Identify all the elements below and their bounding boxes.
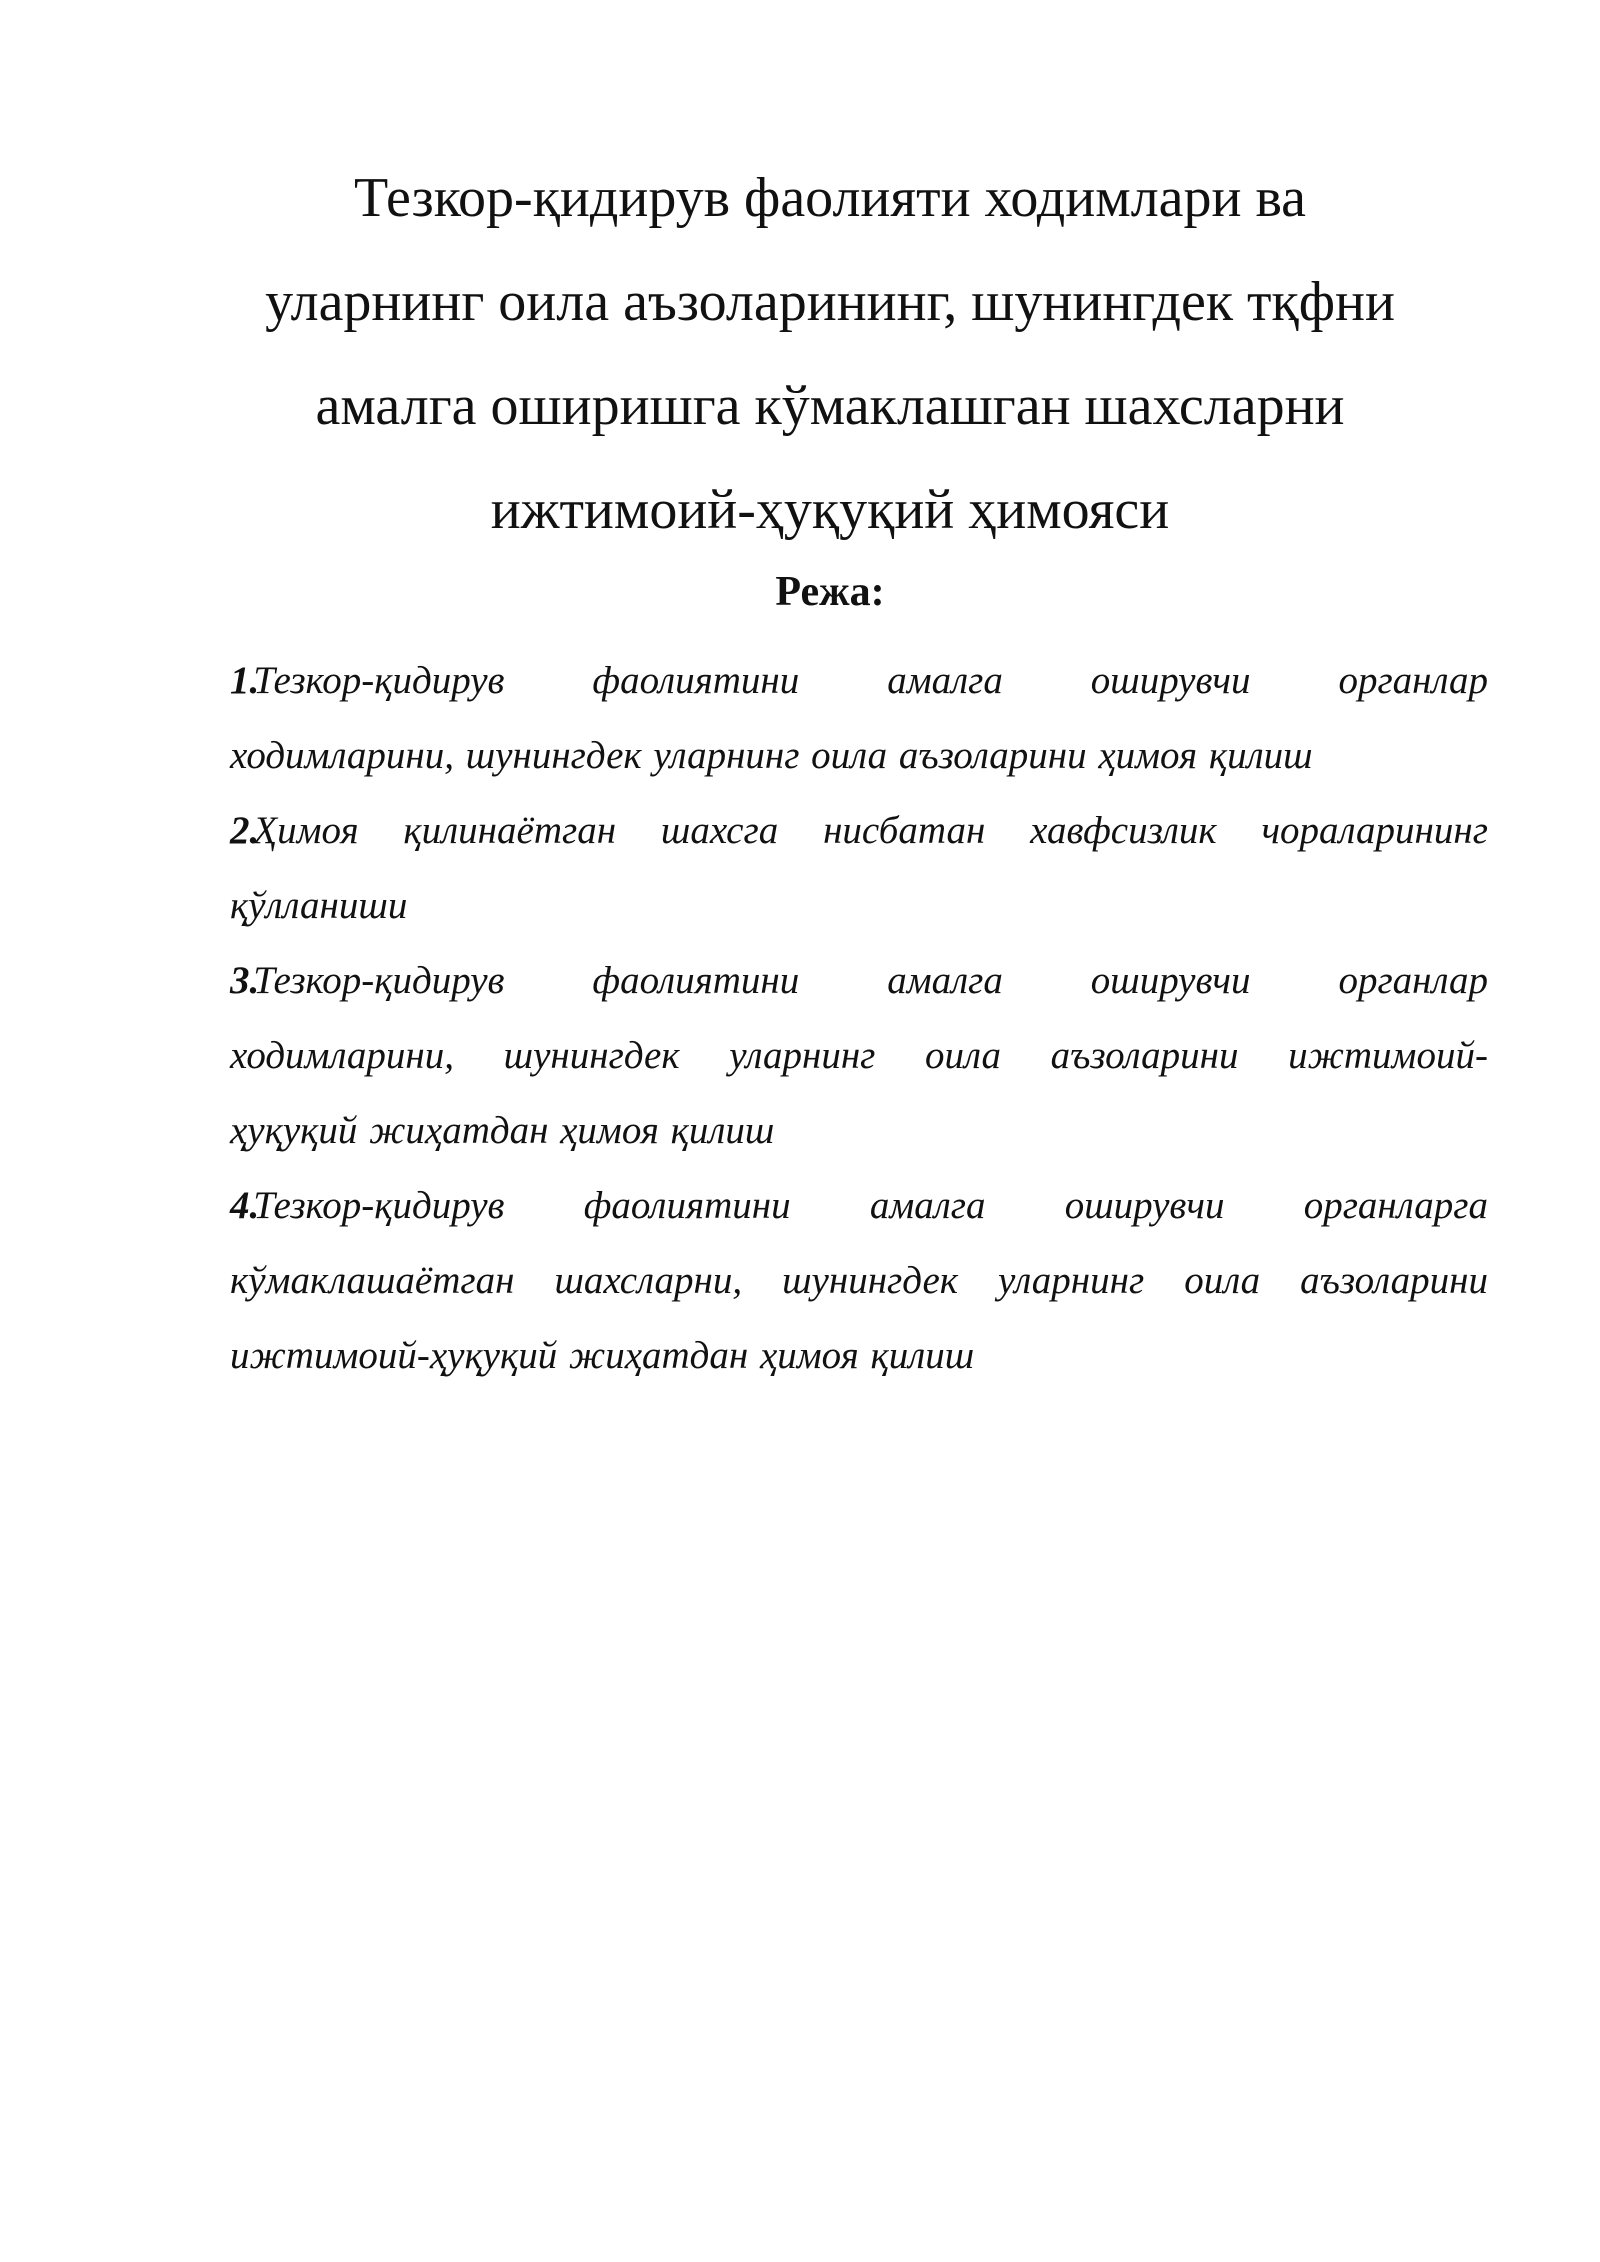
plan-item-word: кўмаклашаётган: [230, 1259, 515, 1302]
plan-item-word: қилиш: [670, 1109, 775, 1152]
plan-item-line: [230, 793, 1488, 868]
plan-item-line: [230, 1018, 1488, 1093]
plan-item-word: 2.Ҳимоя: [230, 809, 359, 852]
plan-item-word: уларнинг: [653, 734, 800, 777]
plan-item-word: қилиш: [870, 1334, 975, 1377]
plan-item: [230, 943, 1488, 1168]
plan-item-word: жиҳатдан: [369, 1109, 549, 1152]
plan-item-line: [230, 643, 1488, 718]
plan-item-word: органлар: [1338, 959, 1488, 1002]
plan-item-word: оширувчи: [1064, 1184, 1225, 1227]
plan-item-number: 4.: [230, 1184, 260, 1227]
plan-item-word: оила: [1184, 1259, 1261, 1302]
plan-item-word: ходимларини,: [230, 734, 455, 777]
plan-item-word: шунингдек: [465, 734, 642, 777]
plan-item-number: 2.: [230, 809, 260, 852]
plan-item-word: аъзоларини: [1050, 1034, 1239, 1077]
plan-item-line: [230, 868, 1488, 943]
plan-item-word: фаолиятини: [592, 659, 800, 702]
document-title: [200, 146, 1460, 562]
plan-item-word: ҳимоя: [1098, 734, 1198, 777]
plan-item-word: ижтимоий-ҳуқуқий: [230, 1334, 558, 1377]
title-line: ижтимоий-ҳуқуқий ҳимояси: [490, 479, 1170, 541]
plan-item-word: қилиш: [1208, 734, 1313, 777]
plan-item-word: уларнинг: [729, 1034, 876, 1077]
plan-item-word: органлар: [1338, 659, 1488, 702]
plan-item-word: қилинаётган: [403, 809, 617, 852]
plan-item-word: ҳимоя: [759, 1334, 859, 1377]
plan-item-word: ижтимоий-: [1288, 1034, 1488, 1077]
plan-item: [230, 643, 1488, 793]
plan-item-line: [230, 1168, 1488, 1243]
plan-item-word: шахсларни,: [554, 1259, 743, 1302]
plan-item-word: оила: [811, 734, 888, 777]
plan-item-line: [230, 718, 1488, 793]
plan-heading: Режа:: [775, 569, 885, 615]
plan-item-line: [230, 1318, 1488, 1393]
plan-item-word: фаолиятини: [592, 959, 800, 1002]
title-line: Тезкор-қидирув фаолияти ходимлари ва: [353, 167, 1307, 229]
plan-item-number: 3.: [230, 959, 260, 1002]
plan-item-word: ходимларини,: [230, 1034, 455, 1077]
plan-item-word: 1.Тезкор-қидирув: [230, 659, 505, 702]
title-line: амалга оширишга кўмаклашган шахсларни: [315, 375, 1345, 437]
plan-item-word: аъзоларини: [898, 734, 1087, 777]
plan-item-word: шунингдек: [782, 1259, 959, 1302]
plan-item-word: хавфсизлик: [1030, 809, 1217, 852]
plan-item-word: 4.Тезкор-қидирув: [230, 1184, 505, 1227]
plan-item-word: ҳимоя: [560, 1109, 659, 1152]
plan-item-word: аъзоларини: [1300, 1259, 1488, 1302]
plan-item: [230, 793, 1488, 943]
plan-item-word: чораларининг: [1261, 809, 1488, 852]
plan-item-word: амалга: [887, 659, 1003, 702]
plan-list: [230, 643, 1488, 1393]
plan-item-word: оширувчи: [1090, 959, 1251, 1002]
plan-item-word: 3.Тезкор-қидирув: [230, 959, 505, 1002]
plan-item-line: [230, 943, 1488, 1018]
plan-item-word: амалга: [869, 1184, 986, 1227]
plan-item-word: нисбатан: [823, 809, 986, 852]
plan-item-word: оширувчи: [1090, 659, 1251, 702]
plan-item-word: ҳуқуқий: [230, 1109, 358, 1152]
plan-item-word: органларга: [1303, 1184, 1488, 1227]
plan-item-word: шахсга: [660, 809, 779, 852]
plan-item-word: шунингдек: [503, 1034, 680, 1077]
title-line: уларнинг оила аъзоларининг, шунингдек тқфни: [265, 271, 1395, 333]
plan-item-line: [230, 1243, 1488, 1318]
plan-item-number: 1.: [230, 659, 260, 702]
plan-item-word: амалга: [887, 959, 1003, 1002]
plan-item-line: [230, 1093, 1488, 1168]
plan-item-word: фаолиятини: [583, 1184, 791, 1227]
plan-item-word: оила: [925, 1034, 1002, 1077]
plan-item-word: жиҳатдан: [568, 1334, 749, 1377]
plan-item: [230, 1168, 1488, 1393]
plan-item-word: уларнинг: [998, 1259, 1145, 1302]
plan-item-word: қўлланиши: [230, 884, 408, 927]
